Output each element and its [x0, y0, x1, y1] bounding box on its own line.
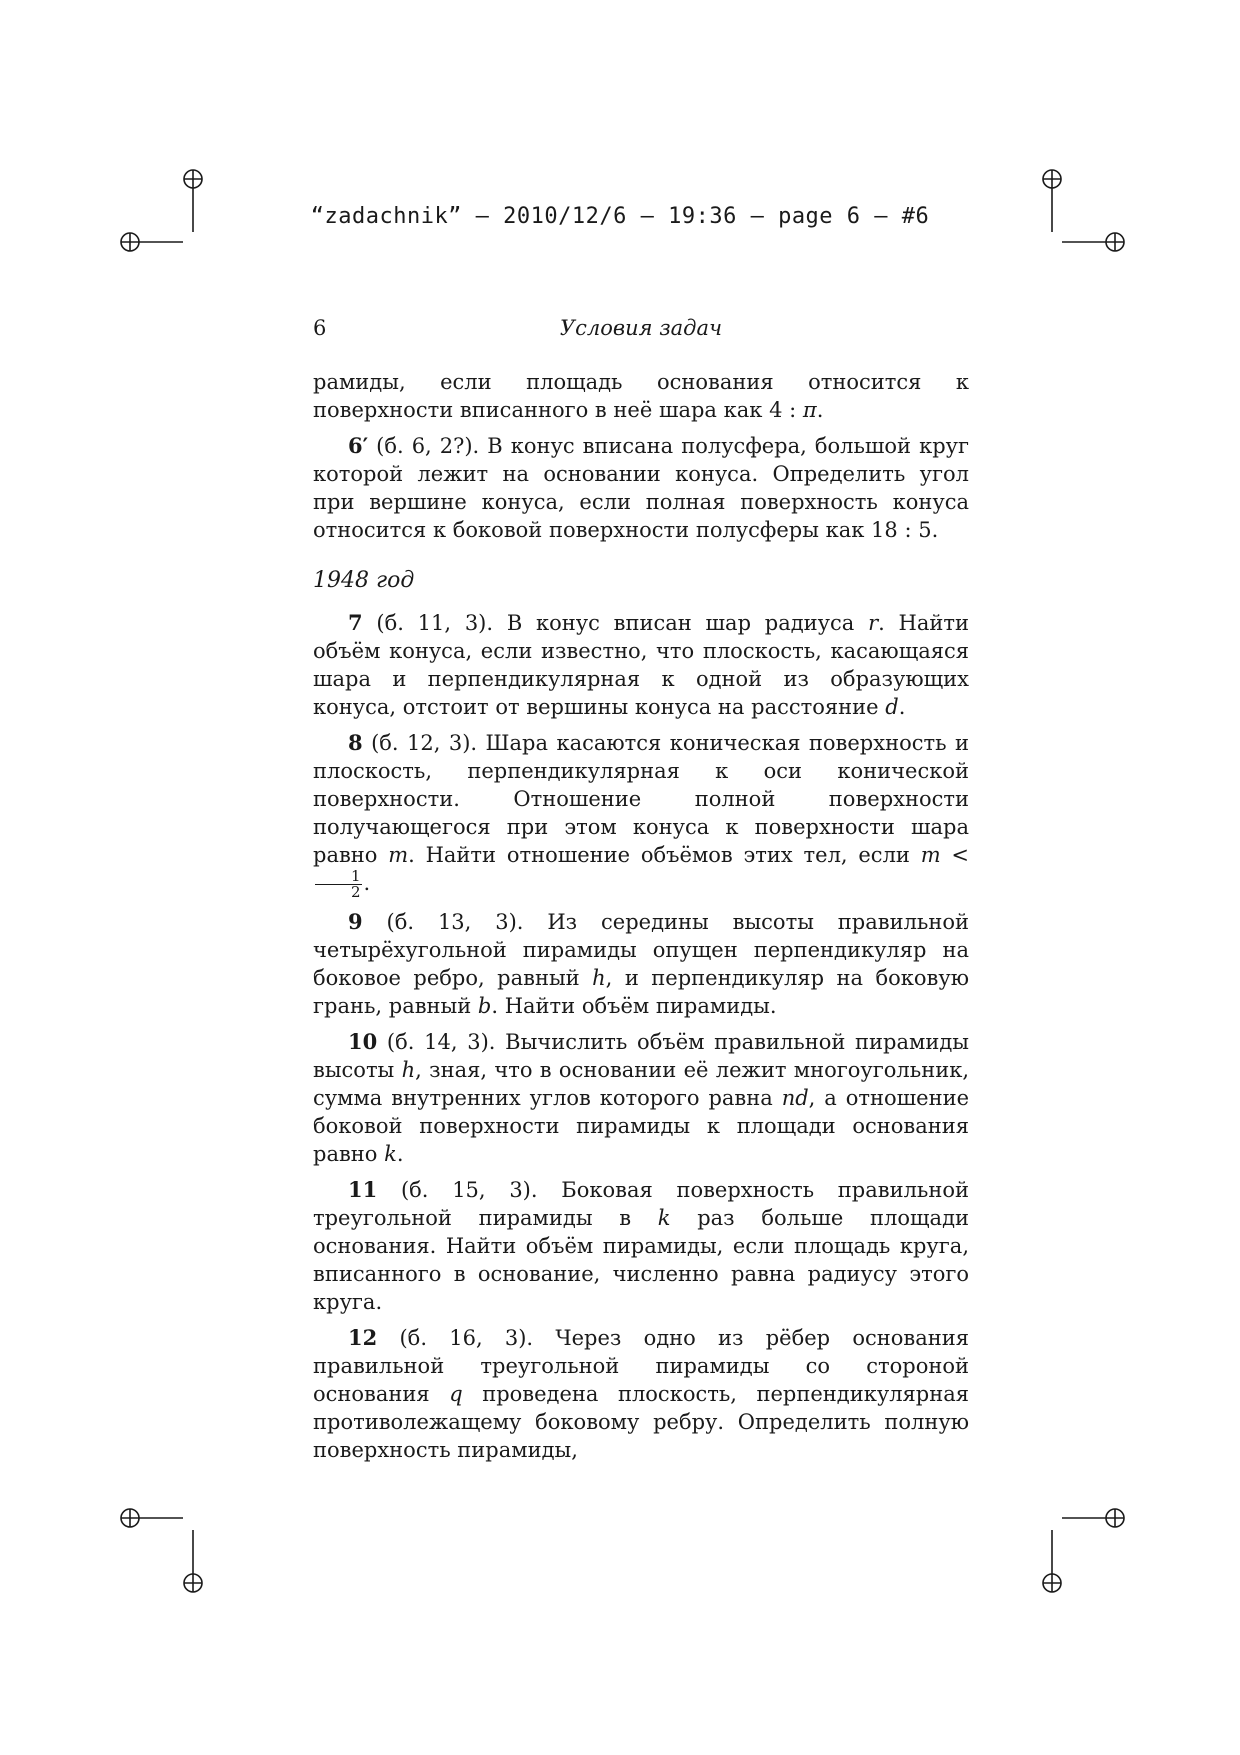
running-head — [313, 316, 969, 346]
problem-label: 9 — [348, 909, 363, 934]
problem-label: 12 — [348, 1325, 378, 1350]
problem-label: 10 — [348, 1029, 378, 1054]
problem-7: 7 (б. 11, 3). В конус вписан шар радиуса r. Найти объём конуса, если известно, что плоскость, касающаяся шара и перпендикулярная к одной из образующих конуса, отстоит от вершины конуса на расстояние d. — [313, 610, 969, 719]
problem-8: 8 (б. 12, 3). Шара касаются коническая поверхность и плоскость, перпендикулярная к оси конической поверхности. Отношение полной поверхности получающегося при этом конуса к поверхности шара равно m. Найти отношение объёмов этих тел, если m < $\frac{1}{2}$ . — [313, 730, 969, 901]
crop-mark-bottom-right — [1043, 1509, 1124, 1592]
fraction-one-half: $\frac{1}{2}$ — [315, 869, 362, 900]
problem-10: 10 (б. 14, 3). Вычислить объём правильной пирамиды высоты h, зная, что в основании её лежит многоугольник, сумма внутренних углов которого равна nd, а отношение боковой поверхности пирамиды к площади основания равно k. — [313, 1029, 970, 1166]
problem-label: 6′ — [348, 433, 369, 458]
problem-6-prime: 6′ (б. 6, 2?). В конус вписана полусфера, большой круг которой лежит на основании конуса. Определить угол при вершине конуса, если полная поверхность конуса относится к боковой поверхности полусферы как 18 : 5. — [313, 433, 969, 542]
proof-header: “zadachnik” — 2010/12/6 — 19:36 — page 6 — #6 — [310, 204, 930, 229]
problem-label: 11 — [348, 1177, 378, 1202]
page-body — [313, 316, 969, 1472]
page-number: 6 — [313, 316, 327, 340]
crop-mark-bottom-left — [121, 1509, 202, 1592]
section-title-1948: 1948 год — [313, 568, 415, 593]
problem-label: 8 — [348, 730, 363, 755]
problem-9: 9 (б. 13, 3). Из середины высоты правильной четырёхугольной пирамиды опущен перпендикуляр на боковое ребро, равный h, и перпендикуляр на боковую грань, равный b. Найти объём пирамиды. — [313, 909, 969, 1018]
problem-label: 7 — [348, 610, 363, 635]
continuation-paragraph: рамиды, если площадь основания относится к поверхности вписанного в неё шара как 4 : π. — [313, 370, 969, 422]
problem-12: 12 (б. 16, 3). Через одно из рёбер основания правильной треугольной пирамиды со стороной основания q проведена плоскость, перпендикулярная противолежащему боковому ребру. Определить полную поверхность пирамиды, — [313, 1325, 969, 1462]
problem-11: 11 (б. 15, 3). Боковая поверхность правильной треугольной пирамиды в k раз больше площади основания. Найти объём пирамиды, если площадь круга, вписанного в основание, численно равна радиусу этого круга. — [313, 1177, 969, 1314]
running-title: Условия задач — [559, 316, 723, 340]
